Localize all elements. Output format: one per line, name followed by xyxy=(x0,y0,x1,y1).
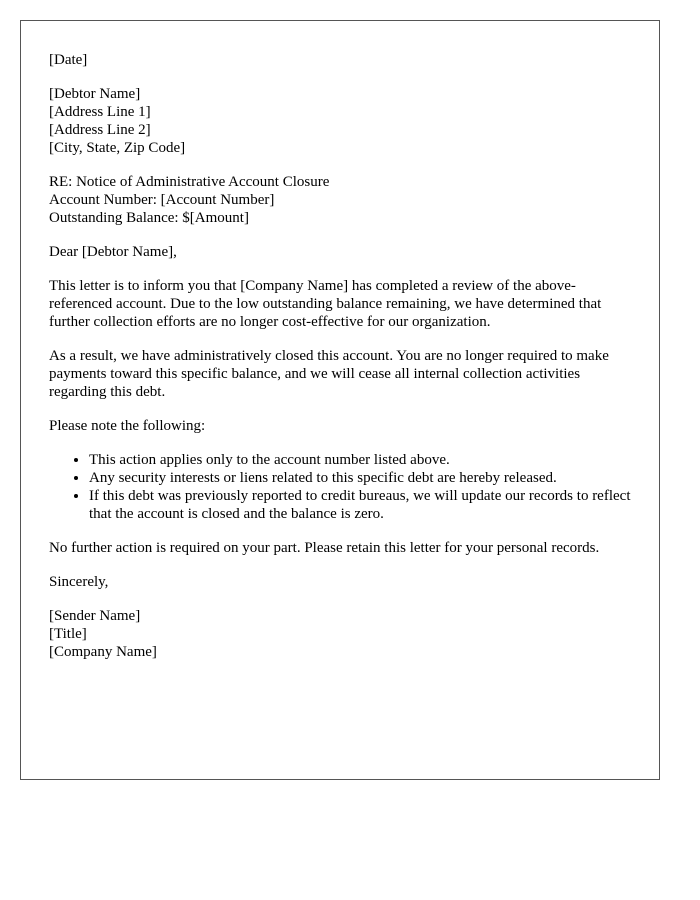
recipient-address-line-1: [Address Line 1] xyxy=(49,104,151,120)
bullet-item-1: • This action applies only to the account number listed above. xyxy=(89,451,631,469)
salutation: Dear [Debtor Name], xyxy=(49,244,177,260)
signature-block xyxy=(49,607,631,661)
recipient-address-block xyxy=(49,85,631,157)
body-paragraph-2: As a result, we have administratively closed this account. You are no longer required to make payments toward this specific balance, and we will cease all internal collection activities regarding this debt. xyxy=(49,348,609,400)
notice-bullet-list xyxy=(49,451,631,523)
bullet-item-3: • If this debt was previously reported to credit bureaus, we will update our records to reflect that the account is closed and the balance is zero. xyxy=(89,487,631,523)
outstanding-balance-line: Outstanding Balance: $[Amount] xyxy=(49,210,249,226)
reference-block xyxy=(49,173,631,227)
letter-date: [Date] xyxy=(49,52,88,68)
subject-line: RE: Notice of Administrative Account Closure xyxy=(49,174,330,190)
recipient-city-state-zip: [City, State, Zip Code] xyxy=(49,140,186,156)
account-number-line: Account Number: [Account Number] xyxy=(49,192,275,208)
body-paragraph-3: Please note the following: xyxy=(49,418,206,434)
date-block xyxy=(49,51,631,69)
complimentary-close: Sincerely, xyxy=(49,574,109,590)
letter-page xyxy=(20,20,660,780)
closing-paragraph: No further action is required on your part. Please retain this letter for your personal records. xyxy=(49,540,600,556)
recipient-address-line-2: [Address Line 2] xyxy=(49,122,151,138)
sender-company: [Company Name] xyxy=(49,644,157,660)
bullet-item-2: • Any security interests or liens related to this specific debt are hereby released. xyxy=(89,469,631,487)
sender-title: [Title] xyxy=(49,626,87,642)
sender-name: [Sender Name] xyxy=(49,608,141,624)
recipient-name: [Debtor Name] xyxy=(49,86,141,102)
body-paragraph-1: This letter is to inform you that [Company Name] has completed a review of the above-referenced account. Due to the low outstanding balance remaining, we have determined that further collection efforts are no longer cost-effective for our organization. xyxy=(49,278,602,330)
